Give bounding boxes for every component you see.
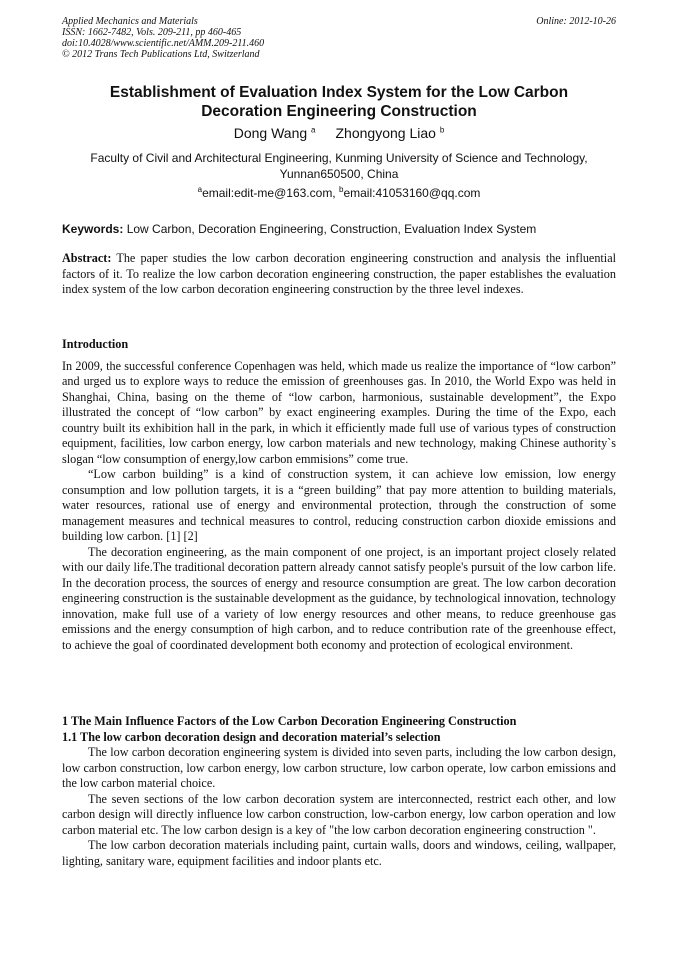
author-emails: [62, 185, 616, 201]
subsection-heading: 1.1 The low carbon decoration design and decoration material’s selection: [62, 729, 441, 744]
paragraph: “Low carbon building” is a kind of construction system, it can achieve low emission, low energy consumption and low pollution targets, it is a “green building” that pay more attention to building materials, water resources, rational use of energy and environmental protection, through the construction of some management measures and technical measures to control, reducing construction carbon dioxide emissions and building low carbon. [1] [2]: [62, 467, 616, 543]
paragraph: The seven sections of the low carbon decoration system are interconnected, restrict each other, and low carbon design will directly influence low carbon construction, low-carbon energy, low carbon operation and low carbon material etc. The low carbon design is a key of "the low carbon decoration engineering construction ".: [62, 791, 616, 837]
paper-title: [62, 83, 616, 121]
email-mark: b: [338, 185, 344, 194]
email-link[interactable]: email:41053160@qq.com: [343, 186, 481, 200]
section-1: [62, 714, 616, 869]
section-heading: 1 The Main Influence Factors of the Low Carbon Decoration Engineering Construction: [62, 714, 517, 728]
author-name: Dong Wang: [233, 125, 308, 141]
abstract-label: Abstract:: [62, 251, 112, 265]
paragraph: In 2009, the successful conference Copenhagen was held, which made us realize the importance of “low carbon” and urged us to explore ways to reduce the emission of greenhouses gas. In 2010, the World Expo was held in Shanghai, China, basing on the theme of “low carbon, harmonious, sustainable development”, the Expo illustrated the concept of “low carbon” by exact engineering examples. During the time of the Expo, each country built its exhibition hall in the park, in which it efficiently made full use of various types of construction equipment, facilities, low carbon energy, low carbon materials and new technology, making Chinese authority`s slogan “low consumption of energy,low carbon emmisions” come true.: [62, 358, 616, 466]
online-date: Online: 2012-10-26: [536, 16, 616, 27]
email-mark: a: [197, 185, 203, 194]
journal-name: Applied Mechanics and Materials: [62, 16, 198, 27]
email-link[interactable]: email:edit-me@163.com,: [202, 186, 339, 200]
keywords: [62, 221, 616, 237]
title-line-1: Establishment of Evaluation Index System for the Low Carbon: [109, 84, 569, 101]
abstract-text: The paper studies the low carbon decoration engineering construction and analysis the influential factors of it. To realize the low carbon decoration engineering construction, the paper establishes the evaluation index system of the low carbon decoration engineering construction by the three level indexes.: [62, 251, 616, 296]
issn-line: ISSN: 1662-7482, Vols. 209-211, pp 460-465: [62, 27, 242, 38]
introduction-section: [62, 337, 616, 653]
title-line-2: Decoration Engineering Construction: [201, 103, 477, 120]
paragraph: The low carbon decoration engineering system is divided into seven parts, including the low carbon design, low carbon construction, low carbon energy, low carbon structure, low carbon operate, low carbon emissions and the low carbon material choice.: [62, 745, 616, 790]
affiliation-line-1: Faculty of Civil and Architectural Engineering, Kunming University of Science and Technology,: [90, 151, 588, 165]
paragraph: The decoration engineering, as the main component of one project, is an important project closely related with our daily life.The traditional decoration pattern already cannot satisfy people's pursuit of the low carbon life. In the decoration process, the sources of energy and resource consumption are great. The low carbon decoration engineering construction is the sustainable development as the guidance, by technological innovation, technology innovation, make full use of a variety of low energy resources and other means, to reduce greenhouse gas emissions and the energy consumption of high carbon, and to reduce contribution rate of the greenhouse effect, to achieve the goal of coordinated development both economy and protection of ecological environment.: [62, 544, 616, 652]
author-name: Zhongyong Liao: [335, 125, 436, 141]
author-affiliation-mark: a: [311, 125, 316, 135]
author-list: [62, 124, 616, 142]
copyright-line: © 2012 Trans Tech Publications Ltd, Switzerland: [62, 49, 260, 60]
journal-header: [62, 16, 616, 60]
author-affiliation-mark: b: [439, 125, 445, 135]
section-heading: Introduction: [62, 337, 129, 351]
abstract: [62, 251, 616, 298]
keywords-label: Keywords:: [62, 222, 124, 236]
paragraph: The low carbon decoration materials including paint, curtain walls, doors and windows, ceiling, wallpaper, lighting, sanitary ware, equipment facilities and indoor plants etc.: [62, 838, 616, 868]
doi-line: doi:10.4028/www.scientific.net/AMM.209-211.460: [62, 38, 265, 49]
keywords-text: Low Carbon, Decoration Engineering, Construction, Evaluation Index System: [123, 222, 537, 236]
affiliation-line-2: Yunnan650500, China: [279, 167, 399, 181]
affiliation: [62, 150, 616, 182]
